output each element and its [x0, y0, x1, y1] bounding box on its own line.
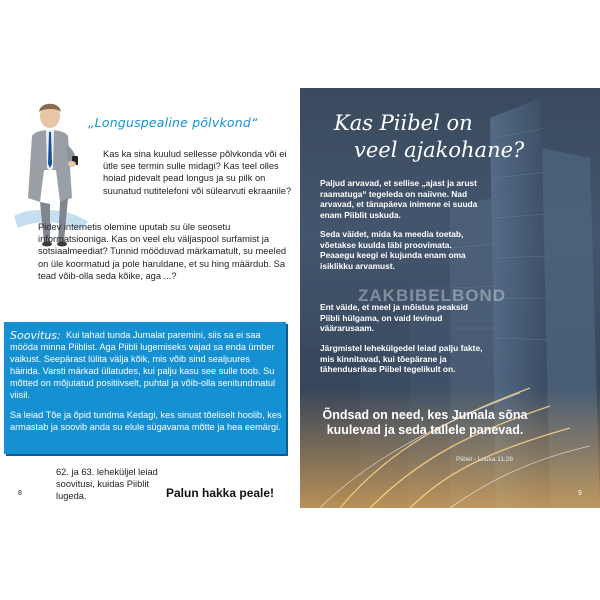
- tip-label: Soovitus:: [10, 329, 61, 342]
- call-to-action: Palun hakka peale!: [166, 486, 275, 500]
- page-title-line2: veel ajakohane?: [354, 138, 525, 162]
- intro-paragraph: Kas ka sina kuulud sellesse põlvkonda või ei ütle see termin sulle midagi? Kas teel olles hoiad pidevalt pead longus ja su pilk on suunatud nutitelefoni või sülearvuti ekraanile?: [103, 149, 292, 196]
- bible-quote: Õndsad on need, kes Jumala sõna kuulevad ja seda tallele panevad.: [322, 408, 528, 437]
- page-title: [334, 110, 584, 164]
- left-page: [0, 88, 300, 508]
- publisher-watermark: ZAKBIBELBOND: [358, 286, 506, 305]
- paragraph-1: Paljud arvavad, et sellise „ajast ja arust raamatuga“ tegeleda on naiivne. Nad arvavad, et tänapäeva inimene ei suuda enam Piiblit uskuda.: [320, 178, 478, 220]
- book-spread: [0, 88, 600, 508]
- paragraph-2: Seda väidet, mida ka meedia toetab, võetakse kuulda läbi proovimata. Peaaegu keegi ei kujunda enam oma isiklikku arvamust.: [320, 229, 466, 271]
- body-paragraph: Pidev internetis olemine uputab su üle seosetu informatsiooniga. Kas on veel elu väljaspool surfamist ja sotsiaalmeediat? Tunnid mööduvad märkamatult, su meeled on üle koormatud ja pole haruldane, et su hing määrdub. Sa tead võib-olla seda kõike, aga ...?: [38, 222, 287, 281]
- section-heading: „Longuspealine põlvkond“: [88, 115, 258, 130]
- quote-source: Piibel - Luuka 11:28: [456, 456, 513, 463]
- tip-box: [4, 322, 286, 454]
- page-number-left: 8: [18, 490, 22, 497]
- page-title-line1: Kas Piibel on: [334, 111, 473, 135]
- paragraph-4: Järgmistel lehekülgedel leiad palju fakte, mis kinnitavad, kui tõepärane ja tähendusrikas Piibel tegelikult on.: [320, 343, 483, 375]
- tip-text-continued: Sa leiad Tõe ja õpid tundma Kedagi, kes sinust tõeliselt hoolib, kes armastab ja soovib anda su elule sügavama mõtte ja hea eemärgi.: [10, 410, 282, 433]
- paragraph-3: Ent väide, et meel ja mõistus peaksid Piibli hülgama, on vaid levinud väärarusaam.: [320, 302, 469, 334]
- right-page: [300, 88, 600, 508]
- reading-reference: 62. ja 63. leheküljel leiad soovitusi, kuidas Piiblit lugeda.: [56, 467, 158, 501]
- page-number-right: 9: [578, 490, 582, 497]
- tip-text: Kui tahad tunda Jumalat paremini, siis sa ei saa mööda minna Piiblist. Aga Piibli lugemiseks vajad sa enda ümber vaikust. Seepärast lülita välja kõik, mis võib sind sealjuures häirida. Varsti märkad üllatudes, kui palju kasu see sulle toob. Su mõtted on mõjutatud positiivselt, puhtal ja võib-olla senitundmatul viisil.: [10, 330, 276, 401]
